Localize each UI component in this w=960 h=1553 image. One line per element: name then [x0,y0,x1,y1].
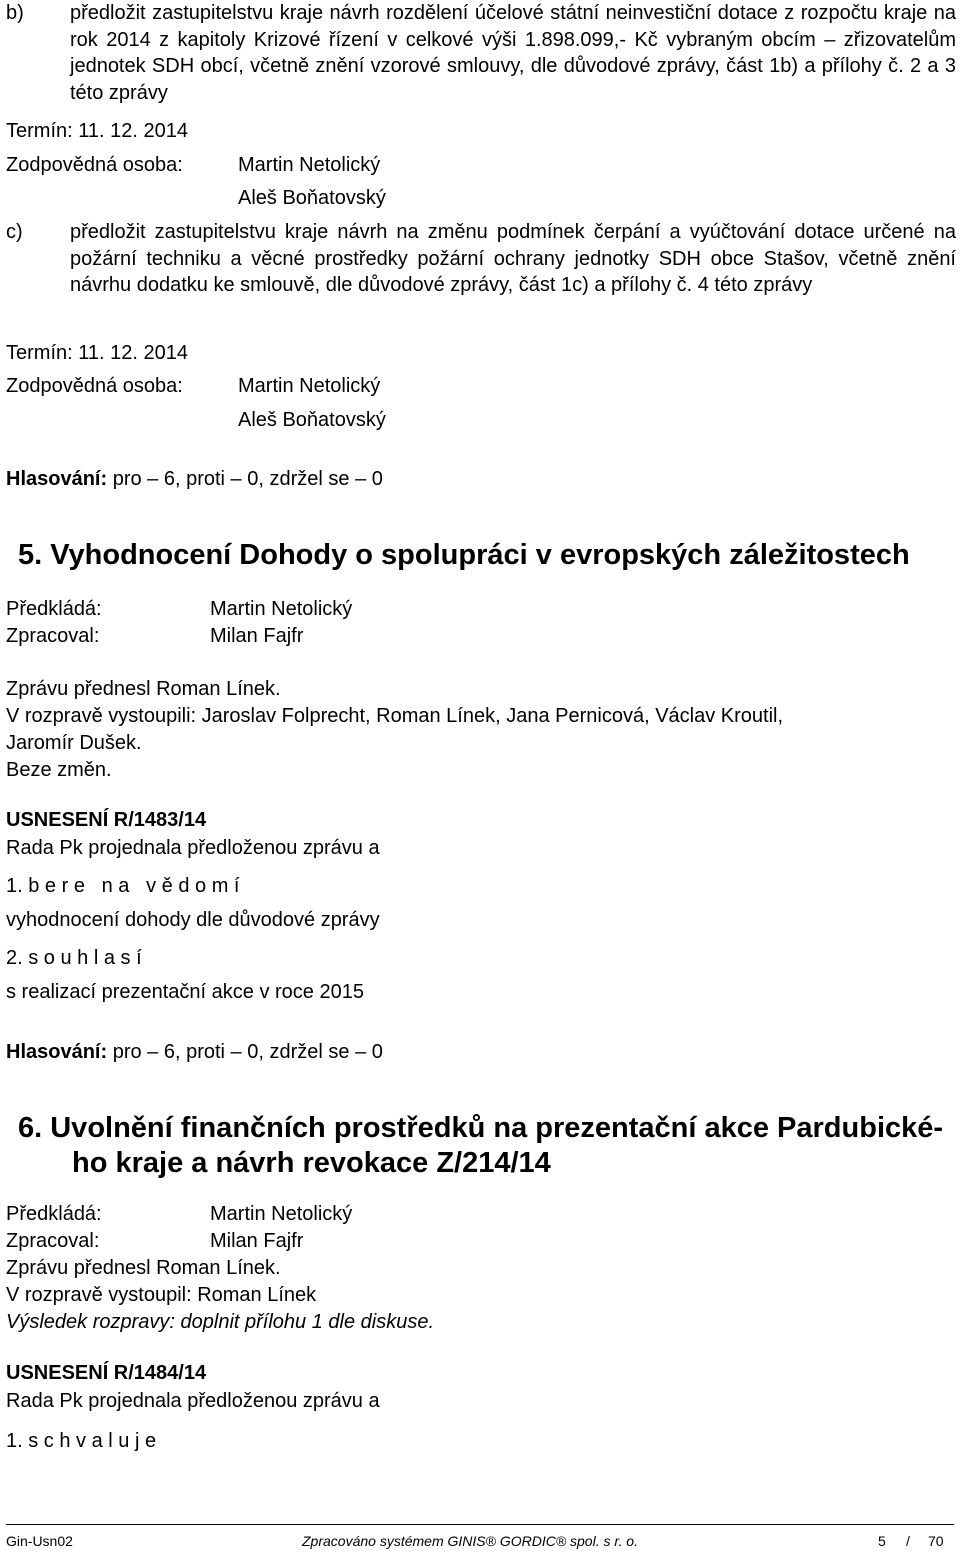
section-6-discussion-result: Výsledek rozpravy: doplnit přílohu 1 dle diskuse. [6,1311,435,1333]
item-c-person-1: Martin Netolický [238,375,381,397]
item-b-termin: Termín: 11. 12. 2014 [6,120,188,142]
section-5-resolution-title: USNESENÍ R/1483/14 [6,809,207,831]
section-5-prepared-label: Zpracoval: [6,625,100,647]
item-c-person-2: Aleš Boňatovský [238,409,386,431]
page-footer [6,1524,954,1551]
item-b-letter: b) [6,2,24,24]
item-b-responsible-label: Zodpovědná osoba: [6,154,183,176]
section-5-point-2-num: 2. [6,947,23,969]
vote-2 [6,1039,383,1065]
section-5-discussion-1: V rozpravě vystoupili: Jaroslav Folprecht, Roman Línek, Jana Pernicová, Václav Kroutil, [6,705,784,727]
section-6-prepared-value: Milan Fajfr [210,1230,304,1252]
section-6-presenter-label: Předkládá: [6,1203,102,1225]
section-6-point-1-verb: s c h v a l u j e [28,1430,157,1452]
vote-2-result: pro – 6, proti – 0, zdržel se – 0 [112,1041,383,1063]
section-5-point-2-text: s realizací prezentační akce v roce 2015 [6,981,364,1003]
footer-page-separator: / [906,1533,910,1549]
section-6-point-1 [6,1428,156,1454]
section-5-presenter-label: Předkládá: [6,598,102,620]
vote-1-label: Hlasování: [6,468,108,490]
section-5-point-1-verb: b e r e n a v ě d o m í [28,875,240,897]
section-5-point-1-text: vyhodnocení dohody dle důvodové zprávy [6,909,380,931]
footer-page-total: 70 [928,1533,944,1549]
section-6-presenter-value: Martin Netolický [210,1203,353,1225]
footer-page-number: 5 [878,1533,886,1549]
section-6-discussion: V rozpravě vystoupil: Roman Línek [6,1284,317,1306]
footer-document-code: Gin-Usn02 [6,1533,73,1549]
item-c-text: předložit zastupitelstvu kraje návrh na změnu podmínek čerpání a vyúčtování dotace určené na požární techniku a věcné prostředky požární ochrany jednotky SDH obce Stašov, včetně znění návrhu dodatku ke smlouvě, dle důvodové zprávy, část 1c) a přílohy č. 4 této zprávy [70,221,956,297]
vote-2-label: Hlasování: [6,1041,108,1063]
section-6-title-line-1: 6. Uvolnění finančních prostředků na prezentační akce Pardubické- [18,1112,944,1144]
section-5-title: 5. Vyhodnocení Dohody o spolupráci v evropských záležitostech [18,539,910,571]
section-5-point-1 [6,873,239,899]
item-b-text: předložit zastupitelstvu kraje návrh rozdělení účelové státní neinvestiční dotace z rozpočtu kraje na rok 2014 z kapitoly Krizové řízení v celkové výši 1.898.099,- Kč vybraným obcím – zřizovatelům jednotek SDH obcí, včetně znění vzorové smlouvy, dle důvodové zprávy, část 1b) a přílohy č. 2 a 3 této zprávy [70,2,956,104]
item-c-termin: Termín: 11. 12. 2014 [6,342,188,364]
section-5-point-1-num: 1. [6,875,23,897]
item-c-responsible-label: Zodpovědná osoba: [6,375,183,397]
item-c-letter: c) [6,221,23,243]
section-5-presenter-value: Martin Netolický [210,598,353,620]
section-5-report: Zprávu přednesl Roman Línek. [6,678,281,700]
section-6-point-1-num: 1. [6,1430,23,1452]
section-6-title-line-2: ho kraje a návrh revokace Z/214/14 [72,1147,551,1179]
section-5-changes: Beze změn. [6,759,112,781]
section-6-resolution-intro: Rada Pk projednala předloženou zprávu a [6,1390,380,1412]
section-5-prepared-value: Milan Fajfr [210,625,304,647]
section-5-point-2-verb: s o u h l a s í [28,947,142,969]
section-5-resolution-intro: Rada Pk projednala předloženou zprávu a [6,837,380,859]
item-b-person-2: Aleš Boňatovský [238,187,386,209]
section-5-point-2 [6,945,142,971]
section-6-prepared-label: Zpracoval: [6,1230,100,1252]
section-6-report: Zprávu přednesl Roman Línek. [6,1257,281,1279]
section-5-discussion-2: Jaromír Dušek. [6,732,142,754]
section-6-resolution-title: USNESENÍ R/1484/14 [6,1362,207,1384]
vote-1 [6,466,383,492]
vote-1-result: pro – 6, proti – 0, zdržel se – 0 [112,468,383,490]
item-b-person-1: Martin Netolický [238,154,381,176]
footer-generator-note: Zpracováno systémem GINIS® GORDIC® spol. s r. o. [302,1533,638,1549]
